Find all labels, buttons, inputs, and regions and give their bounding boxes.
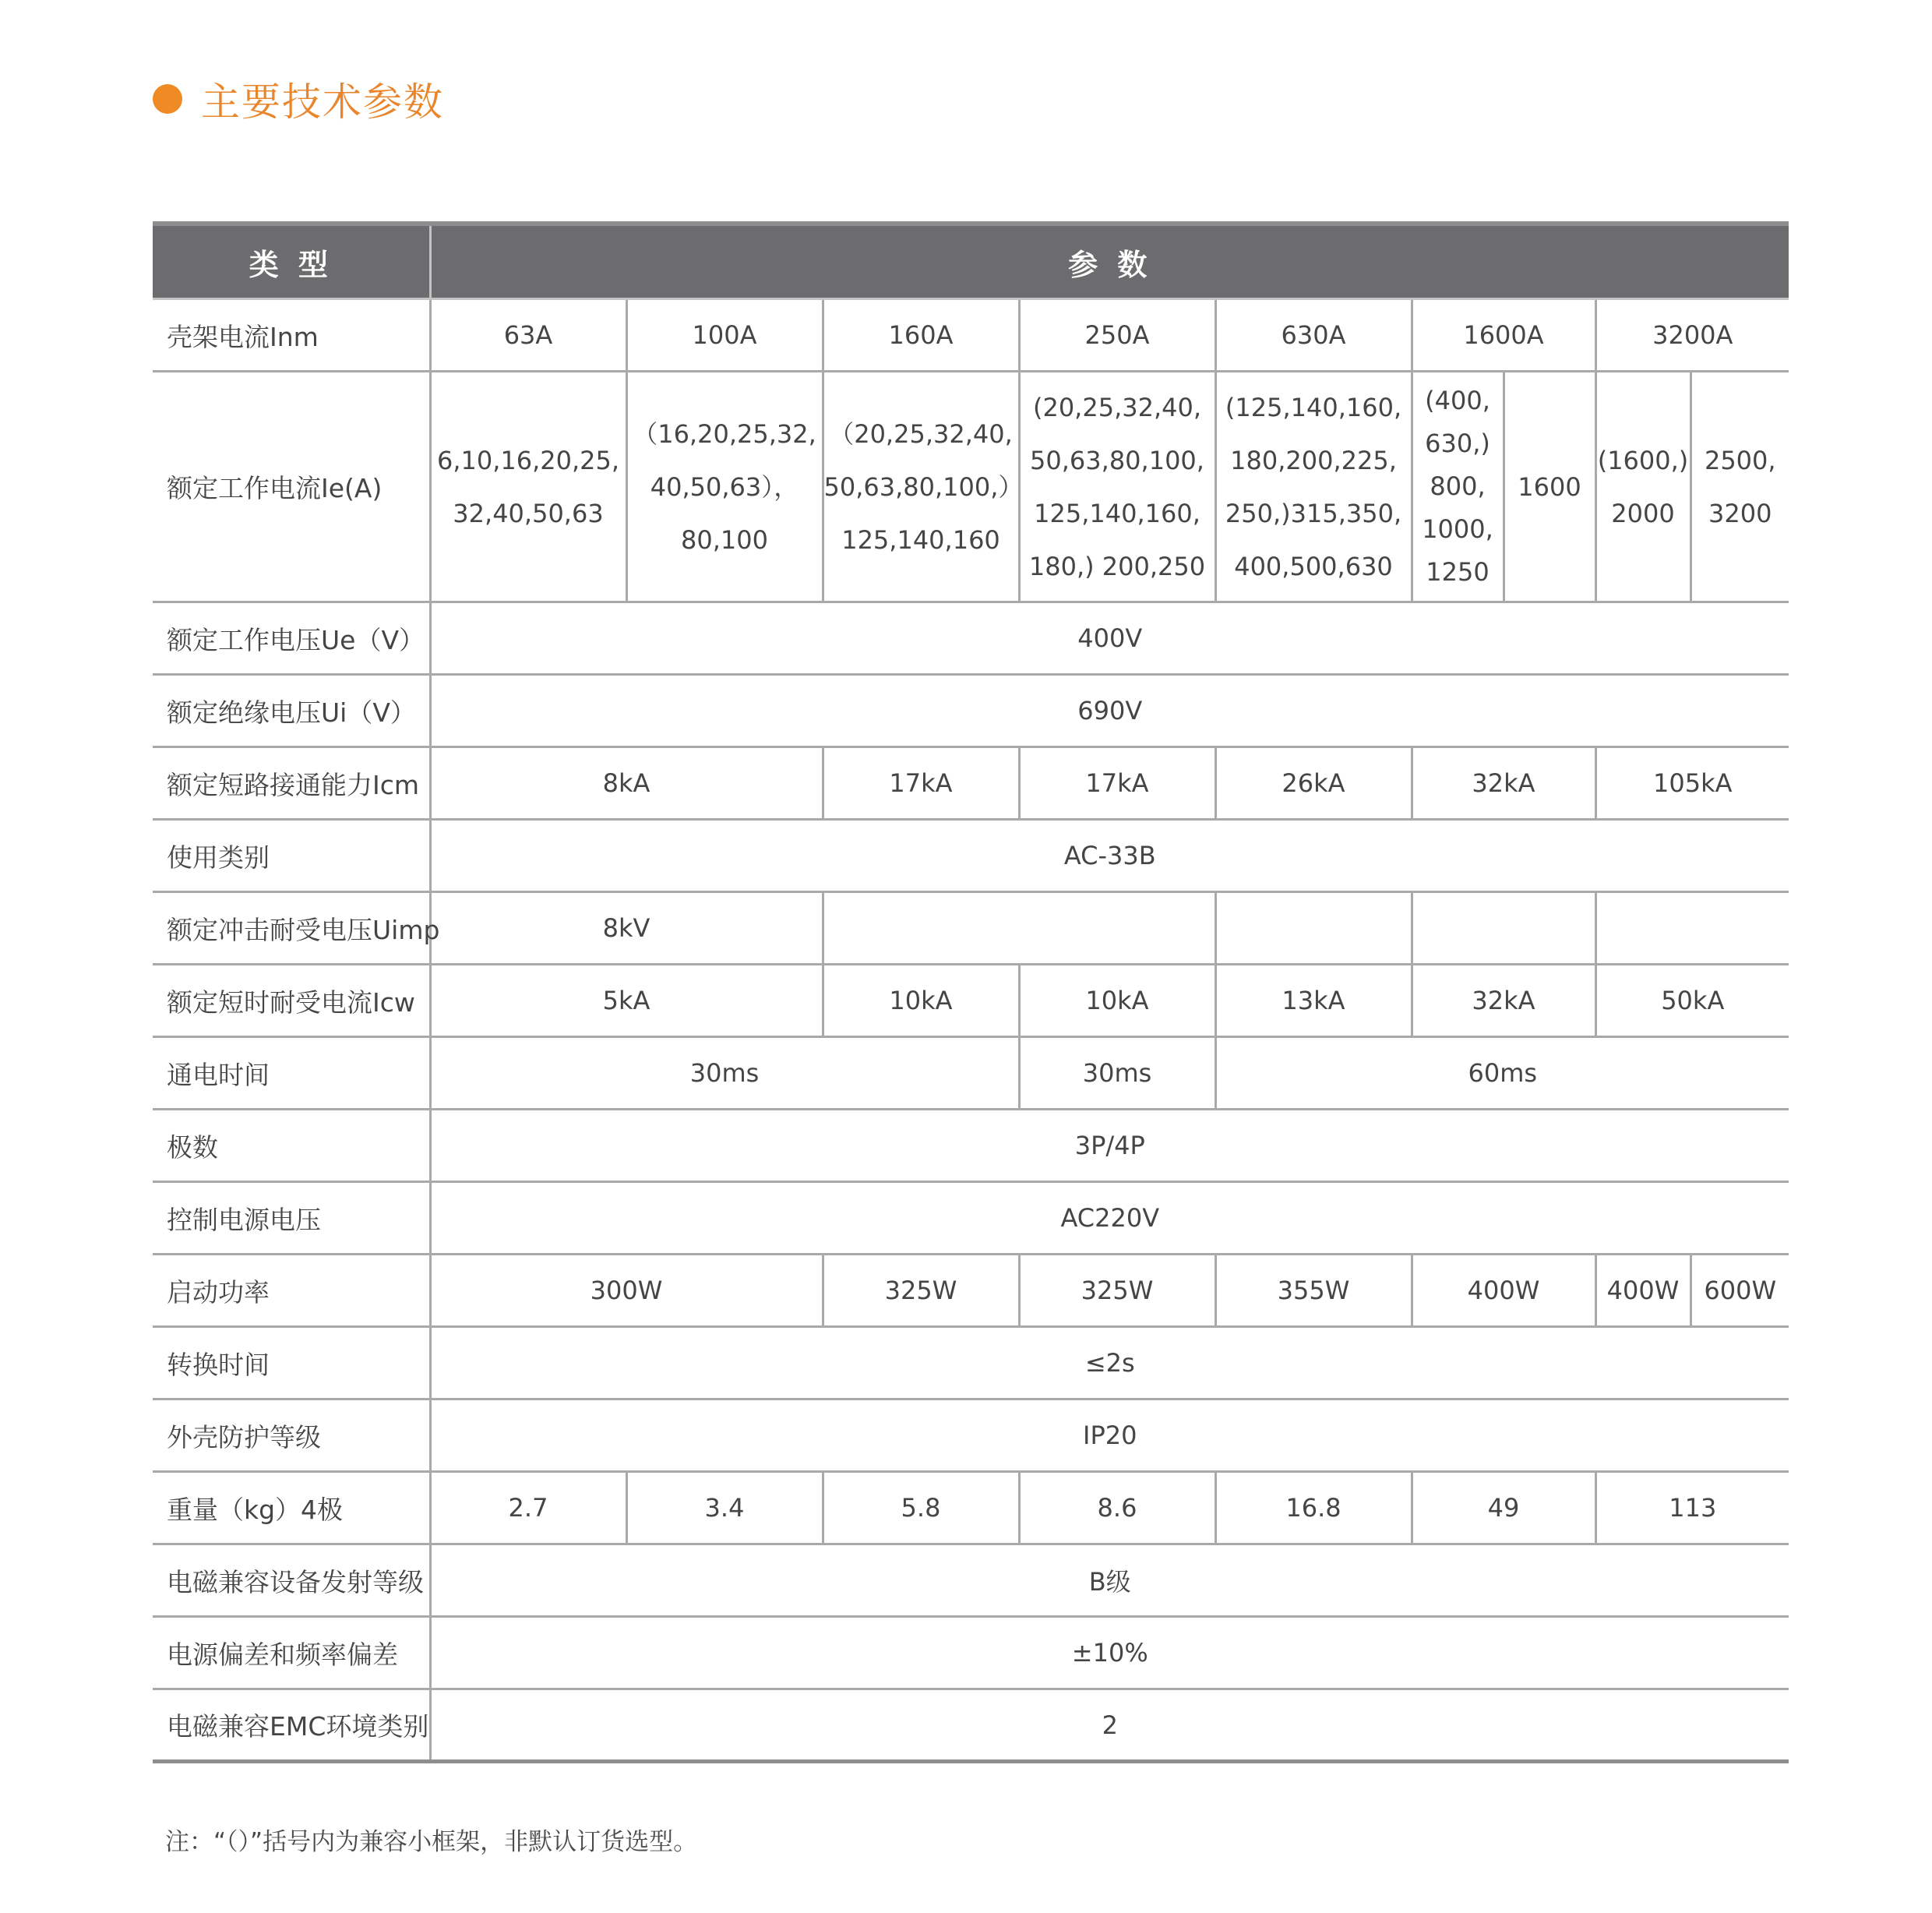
row-label: 额定短时耐受电流Icw	[153, 965, 430, 1037]
cell: (1600,) 2000	[1595, 372, 1690, 602]
row-label: 额定工作电压Ue（V）	[153, 602, 430, 675]
cell: 690V	[430, 675, 1789, 747]
cell: 250A	[1019, 299, 1215, 372]
row-label: 重量（kg）4极	[153, 1472, 430, 1544]
row-switch-time	[153, 1327, 1789, 1399]
cell: 325W	[1019, 1255, 1215, 1327]
cell: 160A	[823, 299, 1019, 372]
cell: 3200A	[1595, 299, 1789, 372]
row-label: 启动功率	[153, 1255, 430, 1327]
row-label: 极数	[153, 1110, 430, 1182]
row-impulse-voltage	[153, 892, 1789, 965]
row-label: 电磁兼容EMC环境类别	[153, 1689, 430, 1762]
row-label: 外壳防护等级	[153, 1399, 430, 1472]
row-label: 控制电源电压	[153, 1182, 430, 1255]
row-weight	[153, 1472, 1789, 1544]
spec-table	[153, 221, 1789, 1763]
cell: 26kA	[1215, 747, 1412, 820]
row-insulation-voltage	[153, 675, 1789, 747]
cell: ≤2s	[430, 1327, 1789, 1399]
row-label: 电源偏差和频率偏差	[153, 1617, 430, 1689]
row-start-power	[153, 1255, 1789, 1327]
cell: 30ms	[1019, 1037, 1215, 1110]
section-title: 主要技术参数	[201, 79, 444, 125]
cell: 3.4	[626, 1472, 823, 1544]
cell: 1600A	[1412, 299, 1595, 372]
row-label: 通电时间	[153, 1037, 430, 1110]
cell: IP20	[430, 1399, 1789, 1472]
cell: 5.8	[823, 1472, 1019, 1544]
empty-cell	[1595, 892, 1789, 965]
cell: 17kA	[823, 747, 1019, 820]
cell: 355W	[1215, 1255, 1412, 1327]
cell: 17kA	[1019, 747, 1215, 820]
row-deviation	[153, 1617, 1789, 1689]
cell: 32kA	[1412, 965, 1595, 1037]
row-emc-env	[153, 1689, 1789, 1762]
cell: (400, 630,) 800, 1000, 1250	[1412, 372, 1504, 602]
cell: 400W	[1412, 1255, 1595, 1327]
row-label: 额定工作电流Ie(A)	[153, 372, 430, 602]
cell: 100A	[626, 299, 823, 372]
row-poles	[153, 1110, 1789, 1182]
row-label: 转换时间	[153, 1327, 430, 1399]
cell: 10kA	[823, 965, 1019, 1037]
cell: 105kA	[1595, 747, 1789, 820]
row-control-voltage	[153, 1182, 1789, 1255]
row-short-circuit-making	[153, 747, 1789, 820]
row-label: 壳架电流Inm	[153, 299, 430, 372]
row-emission	[153, 1544, 1789, 1617]
bullet-dot-icon	[153, 84, 182, 114]
row-label: 额定短路接通能力Icm	[153, 747, 430, 820]
cell: 113	[1595, 1472, 1789, 1544]
cell: 60ms	[1215, 1037, 1789, 1110]
empty-cell	[1215, 892, 1412, 965]
cell: （16,20,25,32, 40,50,63）， 80,100	[626, 372, 823, 602]
cell: 8kV	[430, 892, 823, 965]
row-frame-current	[153, 299, 1789, 372]
cell: 8.6	[1019, 1472, 1215, 1544]
cell: AC-33B	[430, 820, 1789, 892]
cell: 50kA	[1595, 965, 1789, 1037]
header-type: 类 型	[153, 224, 430, 299]
row-short-time-current	[153, 965, 1789, 1037]
empty-cell	[823, 892, 1215, 965]
header-params: 参 数	[430, 224, 1789, 299]
cell: (125,140,160, 180,200,225, 250,)315,350, 400,500,630	[1215, 372, 1412, 602]
cell: B级	[430, 1544, 1789, 1617]
cell: （20,25,32,40, 50,63,80,100,） 125,140,160	[823, 372, 1019, 602]
cell: (20,25,32,40, 50,63,80,100, 125,140,160, 180,) 200,250	[1019, 372, 1215, 602]
cell: 1600	[1504, 372, 1595, 602]
cell: 630A	[1215, 299, 1412, 372]
cell: 400W	[1595, 1255, 1690, 1327]
cell: 10kA	[1019, 965, 1215, 1037]
cell: 2.7	[430, 1472, 626, 1544]
cell: 6,10,16,20,25, 32,40,50,63	[430, 372, 626, 602]
row-label: 额定绝缘电压Ui（V）	[153, 675, 430, 747]
row-label: 使用类别	[153, 820, 430, 892]
row-label: 额定冲击耐受电压Uimp	[153, 892, 430, 965]
cell: 8kA	[430, 747, 823, 820]
section-heading	[153, 72, 444, 126]
cell: 16.8	[1215, 1472, 1412, 1544]
row-label: 电磁兼容设备发射等级	[153, 1544, 430, 1617]
cell: 600W	[1690, 1255, 1789, 1327]
row-rated-current	[153, 372, 1789, 602]
cell: AC220V	[430, 1182, 1789, 1255]
cell: 400V	[430, 602, 1789, 675]
cell: 32kA	[1412, 747, 1595, 820]
cell: 2500, 3200	[1690, 372, 1789, 602]
cell: 63A	[430, 299, 626, 372]
cell: ±10%	[430, 1617, 1789, 1689]
footnote: 注：“（）”括号内为兼容小框架，非默认订货选型。	[165, 1828, 698, 1856]
cell: 30ms	[430, 1037, 1019, 1110]
cell: 5kA	[430, 965, 823, 1037]
row-rated-voltage	[153, 602, 1789, 675]
row-utilization	[153, 820, 1789, 892]
row-enclosure	[153, 1399, 1789, 1472]
row-energize-time	[153, 1037, 1789, 1110]
cell: 3P/4P	[430, 1110, 1789, 1182]
cell: 49	[1412, 1472, 1595, 1544]
empty-cell	[1412, 892, 1595, 965]
cell: 300W	[430, 1255, 823, 1327]
cell: 325W	[823, 1255, 1019, 1327]
cell: 13kA	[1215, 965, 1412, 1037]
cell: 2	[430, 1689, 1789, 1762]
